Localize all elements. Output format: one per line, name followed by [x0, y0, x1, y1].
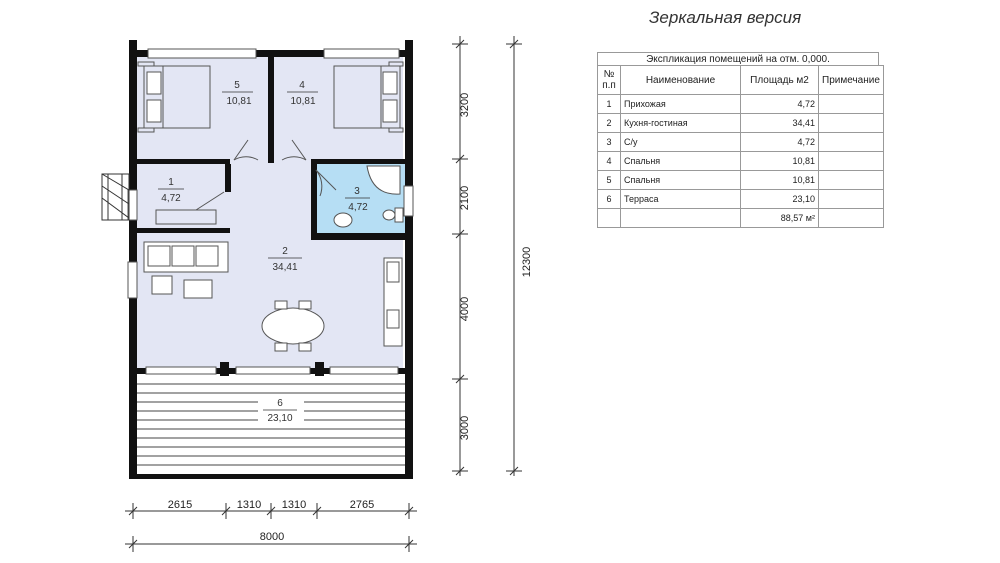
- window-terrace-3: [330, 367, 398, 374]
- window-left: [128, 262, 137, 298]
- explication-table: [597, 65, 884, 228]
- row-note: [819, 114, 884, 133]
- table-header-row: [598, 66, 884, 95]
- dim-v-3: 4000: [459, 296, 471, 322]
- room-2-number: 2: [282, 246, 288, 257]
- row-area: 23,10: [741, 190, 819, 209]
- wall-right: [405, 40, 413, 478]
- row-area: 10,81: [741, 152, 819, 171]
- row-num: 4: [598, 152, 621, 171]
- wall-hall-bottom: [137, 228, 230, 233]
- table-row: [598, 171, 884, 190]
- room-6-area: 23,10: [267, 413, 293, 424]
- row-note: [819, 152, 884, 171]
- dim-v-4: 3000: [459, 415, 471, 441]
- room-5-area: 10,81: [226, 96, 252, 107]
- room-1-area: 4,72: [161, 193, 181, 204]
- dim-h-2: 1310: [236, 499, 262, 511]
- room-4-area: 10,81: [290, 96, 316, 107]
- header-note: Примечание: [819, 66, 884, 95]
- plan-title: Зеркальная версия: [649, 8, 802, 27]
- row-num: 1: [598, 95, 621, 114]
- wall-bedroom4-bottom: [311, 159, 405, 164]
- header-num: № п.п: [598, 66, 621, 95]
- header-area: Площадь м2: [741, 66, 819, 95]
- wall-hall-right: [225, 164, 231, 192]
- row-area: 34,41: [741, 114, 819, 133]
- room-3-area: 4,72: [348, 202, 368, 213]
- table-row: [598, 133, 884, 152]
- pillar-right: [315, 362, 324, 376]
- window-terrace-1: [146, 367, 216, 374]
- dim-h-4: 2765: [349, 499, 375, 511]
- row-name: Прихожая: [621, 95, 741, 114]
- row-area: 4,72: [741, 133, 819, 152]
- wall-between-bedrooms: [268, 57, 274, 163]
- room-6-number: 6: [277, 398, 283, 409]
- row-note: [819, 95, 884, 114]
- window-bathroom: [404, 186, 413, 216]
- dim-v-2: 2100: [459, 185, 471, 211]
- wall-bathroom-bottom: [311, 233, 405, 240]
- wall-bedroom5-bottom: [137, 159, 230, 164]
- table-row: [598, 114, 884, 133]
- table-row: [598, 152, 884, 171]
- row-name: Спальня: [621, 152, 741, 171]
- sink-icon: [334, 213, 352, 227]
- room-2-area: 34,41: [272, 262, 298, 273]
- room-1-number: 1: [168, 177, 174, 188]
- row-area: 4,72: [741, 95, 819, 114]
- dim-h-1: 2615: [167, 499, 193, 511]
- row-note: [819, 190, 884, 209]
- dim-total-height: 12300: [521, 246, 533, 278]
- terrace-edge: [129, 474, 413, 479]
- room-4-number: 4: [299, 80, 305, 91]
- room-5-number: 5: [234, 80, 240, 91]
- table-row: [598, 190, 884, 209]
- row-note: [819, 133, 884, 152]
- row-num: 5: [598, 171, 621, 190]
- table-total-row: [598, 209, 884, 228]
- row-num: 6: [598, 190, 621, 209]
- row-name: Терраса: [621, 190, 741, 209]
- header-name: Наименование: [621, 66, 741, 95]
- wall-bathroom-left: [311, 164, 317, 240]
- row-name: Спальня: [621, 171, 741, 190]
- entrance-steps: [102, 174, 129, 220]
- row-num: 3: [598, 133, 621, 152]
- row-name: С/у: [621, 133, 741, 152]
- window-top-right: [324, 49, 399, 58]
- dim-total-width: 8000: [259, 531, 285, 543]
- room-3-number: 3: [354, 186, 360, 197]
- window-top-left: [148, 49, 256, 58]
- kitchen-counter-icon: [384, 258, 402, 346]
- row-name: Кухня-гостиная: [621, 114, 741, 133]
- dim-v-1: 3200: [459, 92, 471, 118]
- row-num: 2: [598, 114, 621, 133]
- table-row: [598, 95, 884, 114]
- row-area: 10,81: [741, 171, 819, 190]
- wall-left: [129, 40, 137, 478]
- window-terrace-2: [236, 367, 310, 374]
- total-area: 88,57 м²: [741, 209, 819, 228]
- coffee-table-icon: [184, 280, 212, 298]
- dim-h-3: 1310: [281, 499, 307, 511]
- pillar-left: [220, 362, 229, 376]
- explication-caption: Экспликация помещений на отм. 0,000.: [597, 52, 879, 66]
- row-note: [819, 171, 884, 190]
- room-label-6: [258, 395, 304, 424]
